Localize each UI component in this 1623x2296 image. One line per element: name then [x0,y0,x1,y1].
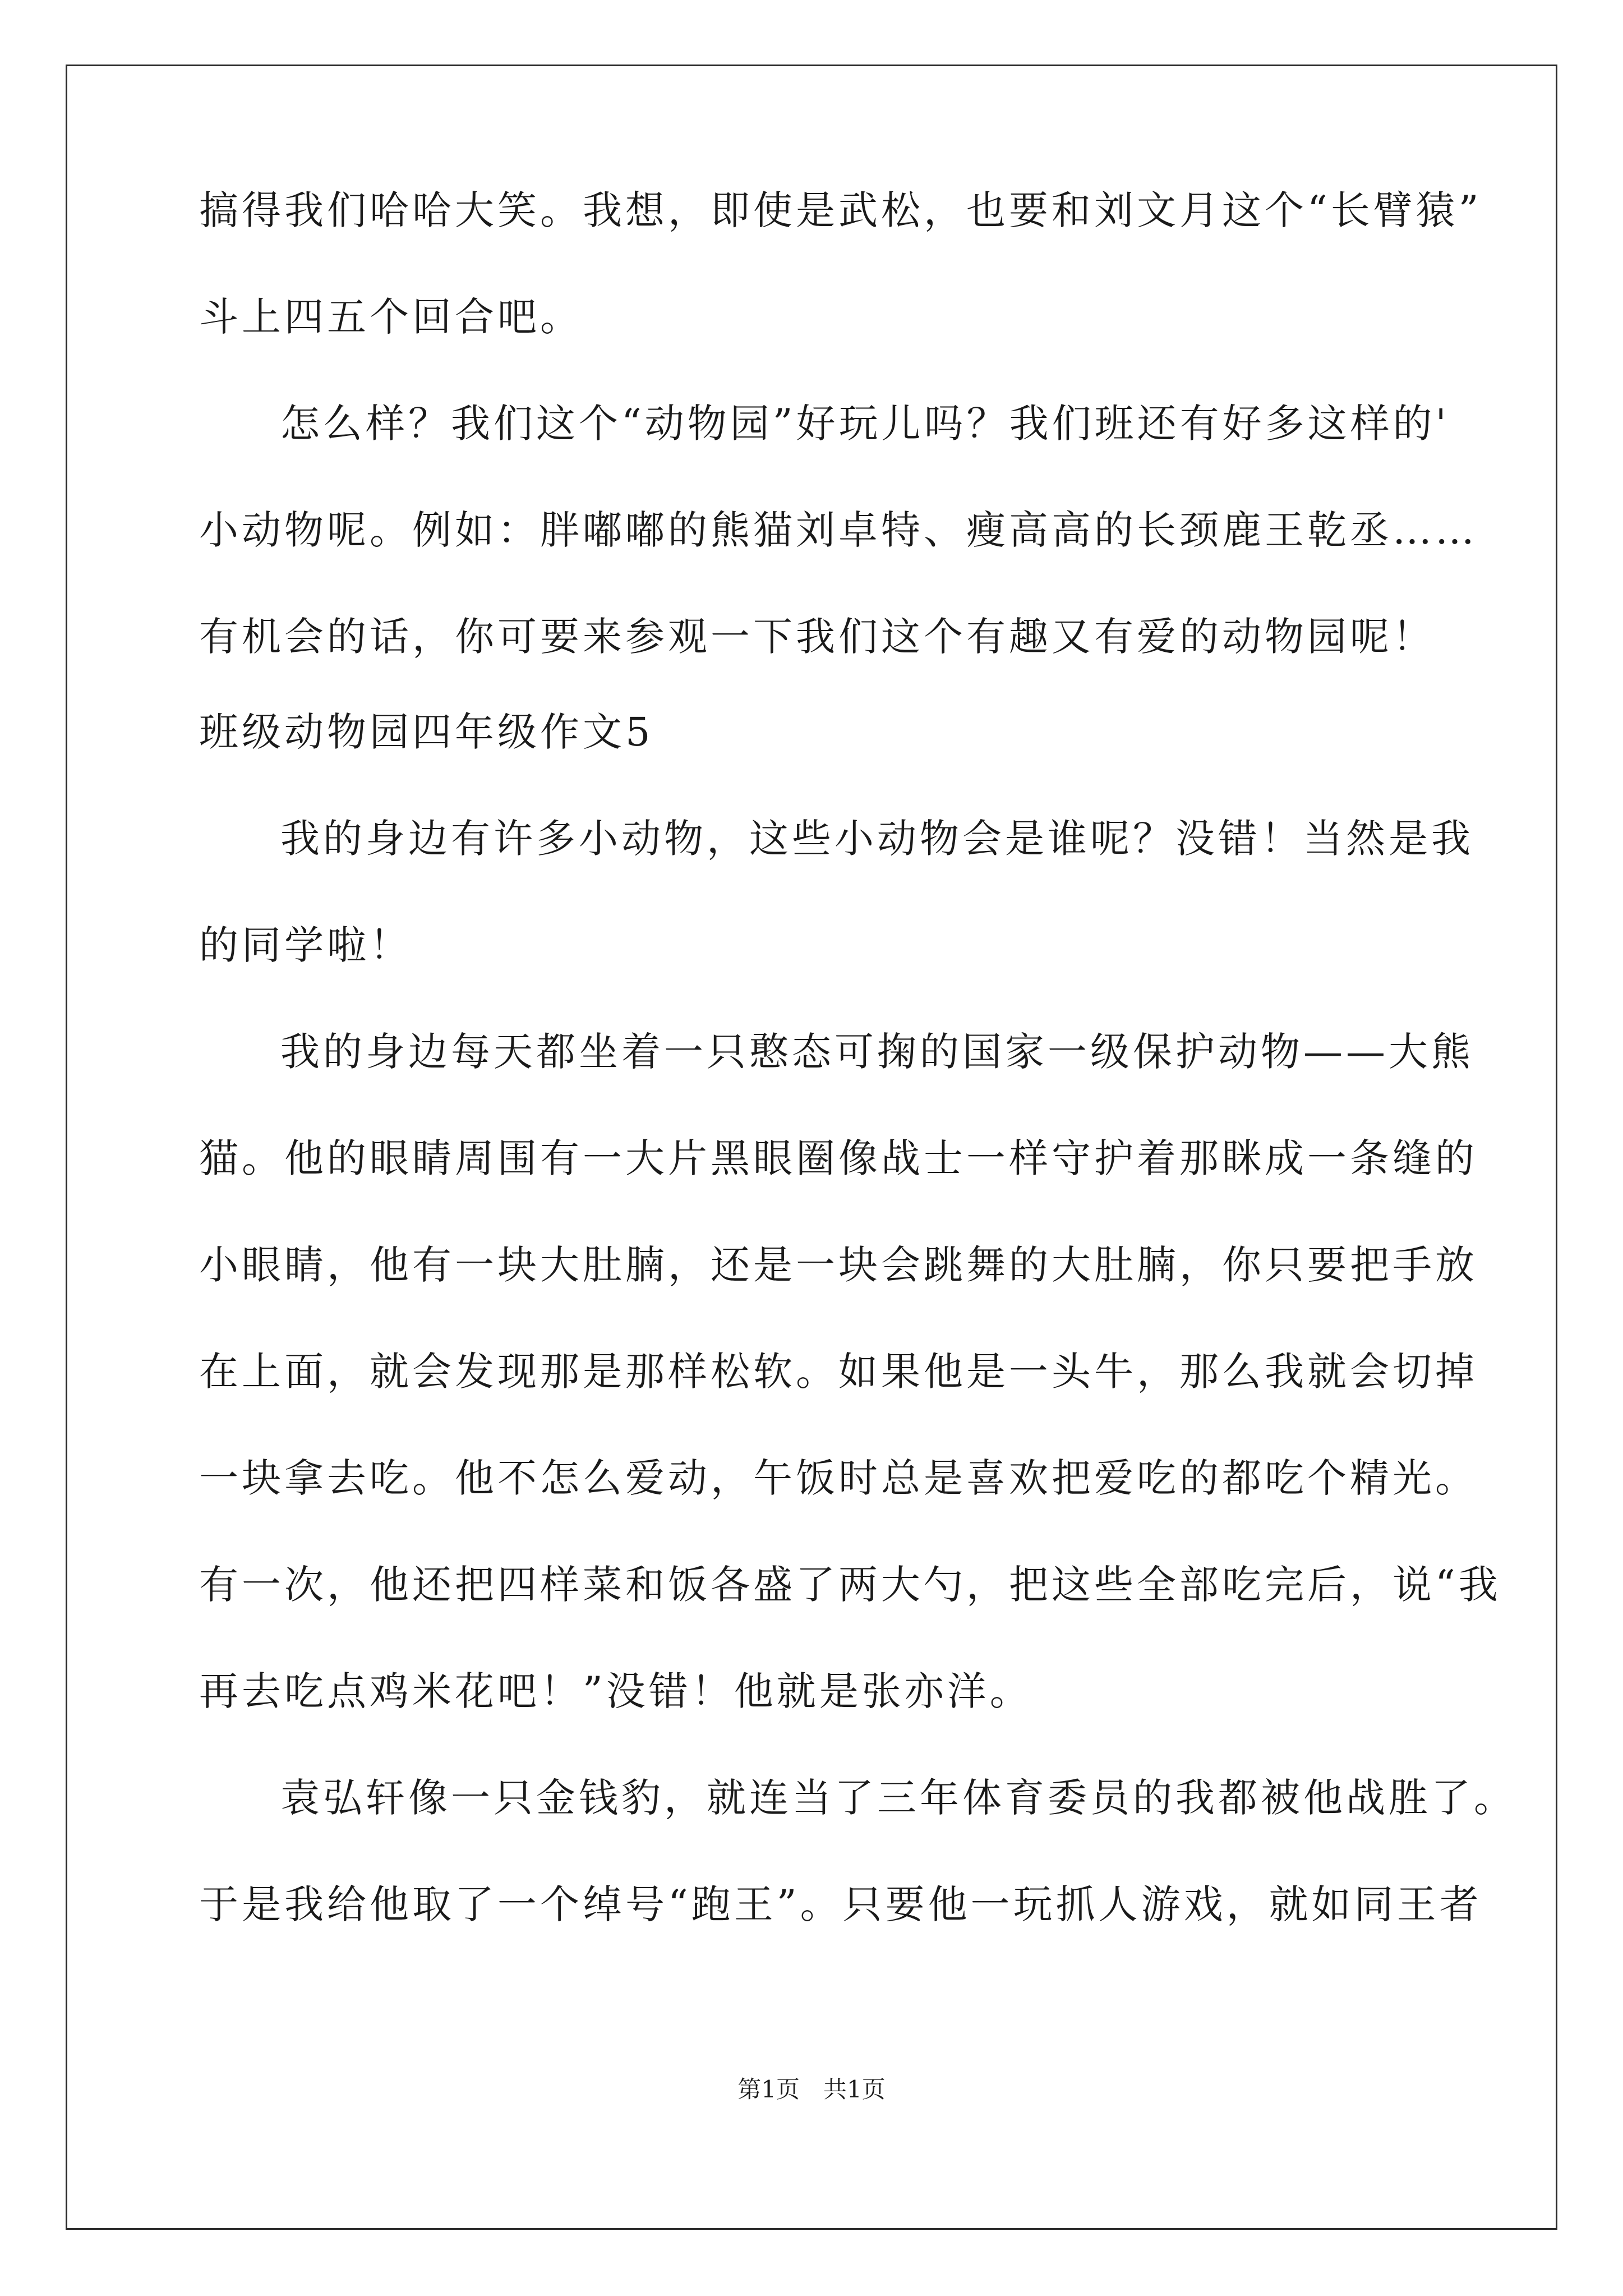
text-line: 有一次，他还把四样菜和饭各盛了两大勺，把这些全部吃完后，说“我 [199,1562,1501,1608]
paragraph-start-line: 我的身边有许多小动物，这些小动物会是谁呢？没错！当然是我 [280,816,1474,862]
paragraph-start-line: 袁弘轩像一只金钱豹，就连当了三年体育委员的我都被他战胜了。 [280,1775,1516,1821]
text-line: 一块拿去吃。他不怎么爱动，午饭时总是喜欢把爱吃的都吃个精光。 [199,1455,1478,1501]
text-line: 的同学啦！ [199,922,412,968]
text-line: 小动物呢。例如：胖嘟嘟的熊猫刘卓特、瘦高高的长颈鹿王乾丞…… [199,507,1478,553]
text-line: 再去吃点鸡米花吧！”没错！他就是张亦洋。 [199,1668,1032,1714]
text-line: 在上面，就会发现那是那样松软。如果他是一头牛，那么我就会切掉 [199,1349,1478,1395]
section-heading: 班级动物园四年级作文5 [199,709,654,755]
text-line: 猫。他的眼睛周围有一大片黑眼圈像战士一样守护着那眯成一条缝的 [199,1135,1478,1181]
text-line: 于是我给他取了一个绰号“跑王”。只要他一玩抓人游戏，就如同王者 [199,1881,1482,1927]
text-line: 小眼睛，他有一块大肚腩，还是一块会跳舞的大肚腩，你只要把手放 [199,1242,1478,1288]
text-line: 斗上四五个回合吧。 [199,294,583,340]
text-line: 搞得我们哈哈大笑。我想，即使是武松，也要和刘文月这个“长臂猿” [199,187,1482,233]
text-line: 有机会的话，你可要来参观一下我们这个有趣又有爱的动物园呢！ [199,614,1435,660]
paragraph-start-line: 怎么样？我们这个“动物园”好玩儿吗？我们班还有好多这样的' [280,401,1450,447]
paragraph-start-line: 我的身边每天都坐着一只憨态可掬的国家一级保护动物——大熊 [280,1029,1474,1075]
page-number-footer: 第1页 共1页 [737,2076,886,2103]
